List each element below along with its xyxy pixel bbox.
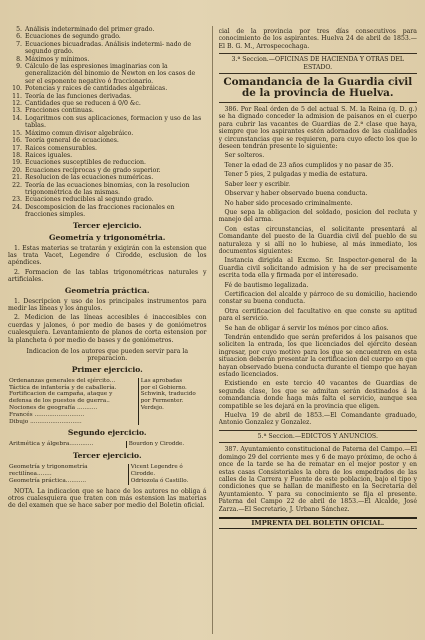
paragraph: Tener la edad de 23 años cumplidos y no pasar de 35. [224,161,394,169]
paragraph: Fé de bautismo legalizada. [224,281,309,289]
paragraph: Instancia dirigida al Excmo. Sr. Inspector-general de la Guardia civil solicitando admision y ha de ser precisamente escrita toda ella y firmada por el interesado. [218,257,417,280]
list-item: 10. Potencias y raices de cantidades algebráicas. [12,85,168,93]
section-heading: Tercer ejercicio. [72,451,142,461]
paragraph: Observar y haber observado buena conducta. [224,190,368,198]
note-paragraph: NOTA. La indicacion que se hace de los autores no obliga á otros cualesquiera que traten con más estension las materias de del examen que se hace saber por medio del Boletin oficial. [8,487,207,510]
table-row: Aritmética y álgebra............. Bourdon y Cirodde. [8,441,207,448]
paragraph: Tener 5 pies, 2 pulgadas y media de estatura. [224,171,368,179]
article-title: Comandancia de la Guardia civil de la provincia de Huelva. [223,76,413,100]
paragraph: cial de la provincia por tres días consecutivos para conocimiento de los aspirantes. Huelva 24 de abril de 1853.—El B. G. M., Arrospecochaga. [218,28,417,50]
list-item: 9. Cálculo de las espresiones imaginarias con la generalización del binomio de Newton en los casos de ser el esponente negativo ó fraccionario. [16,63,196,85]
paragraph: Se han de obligar á servir los ménos por cinco años. [224,324,389,332]
exam-topic-list [8,26,207,219]
section-heading: Tercer ejercicio. [72,220,142,230]
section-heading: Geometría y trigonométria. [49,232,166,242]
section-heading: Segundo ejercicio. [67,428,147,438]
list-item: 18. Raices iguales. [12,151,73,159]
section-header: 3.ª Seccion.—OFICINAS DE HACIENDA Y OTRAS DEL ESTADO. [219,53,418,74]
paragraph: Indicacion de los autores que pueden servir para la preparacion. [26,348,189,363]
list-item: 22. Teoría de las ecuaciones binomias, con la resolucion trigonométrica de las mismas. [12,181,190,196]
list-item: 17. Raices comensurables. [12,144,97,152]
section-header: 5.ª Seccion.—EDICTOS Y ANUNCIOS. [219,430,418,443]
list-item: 21. Resolucion de las ecuaciones numéricas. [12,174,154,182]
list-item: 14. Logaritmos con sus aplicaciones, formacion y uso de las tablas. [12,114,202,130]
list-item: 13. Fracciones continuas. [12,107,94,115]
paragraph: 386. Por Real órden de 5 del actual S. M. la Reina (q. D. g.) se ha dignado conceder la admision de paisanos en el cuerpo para cubrir las vacantes de Guardias de 2.ª clase que haya, siempre que los aspirantes estén adornados de las cualidades y circunstancias que se requieren, para cuyo efecto los que lo deseen tendrán presente lo siguiente: [218,106,417,151]
paragraph: Ser solteros. [224,152,265,160]
authors-table [8,464,207,484]
paragraph: No haber sido procesado criminalmente. [224,199,353,207]
table-row: Geometría práctica........... Odriozola ó Castillo. [8,478,207,485]
signature-paragraph: Huelva 19 de abril de 1853.—El Comandante graduado, Antonio Gonzalez y Gonzalez. [218,412,417,427]
list-item: 19. Ecuaciones susceptibles de reduccion. [12,159,146,167]
list-item: 24. Descomposicion de las fracciones racionales en fracciones simples. [12,203,175,219]
table-row: Dibujo ............................ [8,419,207,426]
paragraph: Con estas circunstancias, el solicitante presentará al Comandante del puesto de la Guardia civil del pueblo de su naturaleza y si allí no lo hubiese, al más inmediato, los documentos siguientes: [218,225,417,255]
left-column [8,26,213,634]
paragraph: Que sepa la obligacion del soldado, posicion del recluta y manejo del arma. [218,208,417,224]
list-item: 5. Análisis indeterminado del primer grado. [16,26,155,33]
paragraph: Otra certificacion del facultativo en que conste su aptitud para el servicio. [218,307,417,323]
paragraph: Existiendo en este tercio 40 vacantes de Guardias de segunda clase, los que se admitan serán destinados á la comandancia donde haga más falta el servicio, aunque sea compatible se les dejará en la provincia que eligen. [218,380,417,410]
list-item: 7. Ecuaciones bicuadradas. Análisis indetermi- nado de segundo grado. [16,40,192,56]
paragraph: 2. Formacion de las tablas trigonométricas naturales y artificiales. [8,268,207,284]
table-row: Táctica de infantería y de caballería. por el Gobierno. [8,385,207,392]
paragraph: 1. Estas materias se tratarán y exigirán con la estension que las trata Vacet, Legendre ó Cirodde, esclusion de los apéndices. [8,244,207,267]
paragraph: 387. Ayuntamiento constitucional de Paterna del Campo.—El domingo 29 del corriente mes y 6 de mayo próximo, de ocho á once de la tarde se ha de rematar en el mejor postor y en estas casas Consistoriales la obra de los empedrados de las calles de la Carrera y Fuente de este poblacion, bajo el tipo y condiciones que se hallan de manifiesto en la Secretaría del Ayuntamiento. Y para su conocimiento se fija el presente. Paterna del Campo 22 de abril de 1853.—El Alcalde, José Zarza.—El Secretario, J. Urbano Sánchez. [218,446,417,513]
right-column [219,26,418,634]
section-heading: Geometría práctica. [64,285,150,295]
imprint-footer: IMPRENTA DEL BOLETIN OFICIAL. [219,517,418,529]
list-item: 8. Máximos y mínimos. [16,55,90,63]
paragraph: Tendrán entendido que serán preferidos á los paisanos que soliciten la entrada, los que licenciados del ejército desean ingresar, por cuyo motivo para los que se encuentren en esta situacion deberán presentar la certificacion del cuerpo en que hayan observado buena conducta durante el tiempo que hayan estado licenciados. [218,334,417,379]
table-row: Nociones de geografía ........... Verdejo. [8,405,207,412]
table-row: Francés ........................... [8,412,207,419]
list-item: 20. Ecuaciones recíprocas y de grado superior. [12,166,161,174]
authors-table [8,441,207,448]
list-item: 23. Ecuaciones reducibles al segundo grado. [12,196,154,204]
list-item: 15. Máximo comun divisor algebráico. [12,129,134,137]
list-item: 11. Teoría de las funciones derivadas. [12,92,132,100]
paragraph: Saber leer y escribir. [224,180,291,188]
list-item: 6. Ecuaciones de segundo grado. [16,33,121,41]
divider [219,102,418,103]
paragraph: 1. Descripcion y uso de los principales instrumentos para medir las líneas y los ángulos. [8,297,207,312]
authors-table [8,378,207,426]
section-heading: Primer ejercicio. [71,364,143,374]
table-row: Fortificacion de campaña, ataque y defensa de los puestos de guerra.. Schwink, traducido por Fermenter. [8,391,207,405]
list-item: 12. Cantidades que se reducen á 0/0 &c. [12,100,141,108]
table-row: Geometría y trigonometría rectilínea........ Vicent Legendre ó Cirodde. [8,464,207,478]
list-item: 16. Teoría general de ecuaciones. [12,137,119,145]
table-row: Ordenanzas generales del ejército... Las aprobadas [8,378,207,385]
paragraph: Certificacion del alcalde y párroco de su domicilio, haciendo constar su buena conducta. [218,290,417,306]
paragraph: 2. Medicion de las líneas accesibles é inaccesibles con cuerdas y jalones, ó por medio de bases y de goniómetros cualesquiera. Levantamiento de planos de corta estension por la plancheta ó por medio de bases y de goniómetros. [8,314,207,344]
